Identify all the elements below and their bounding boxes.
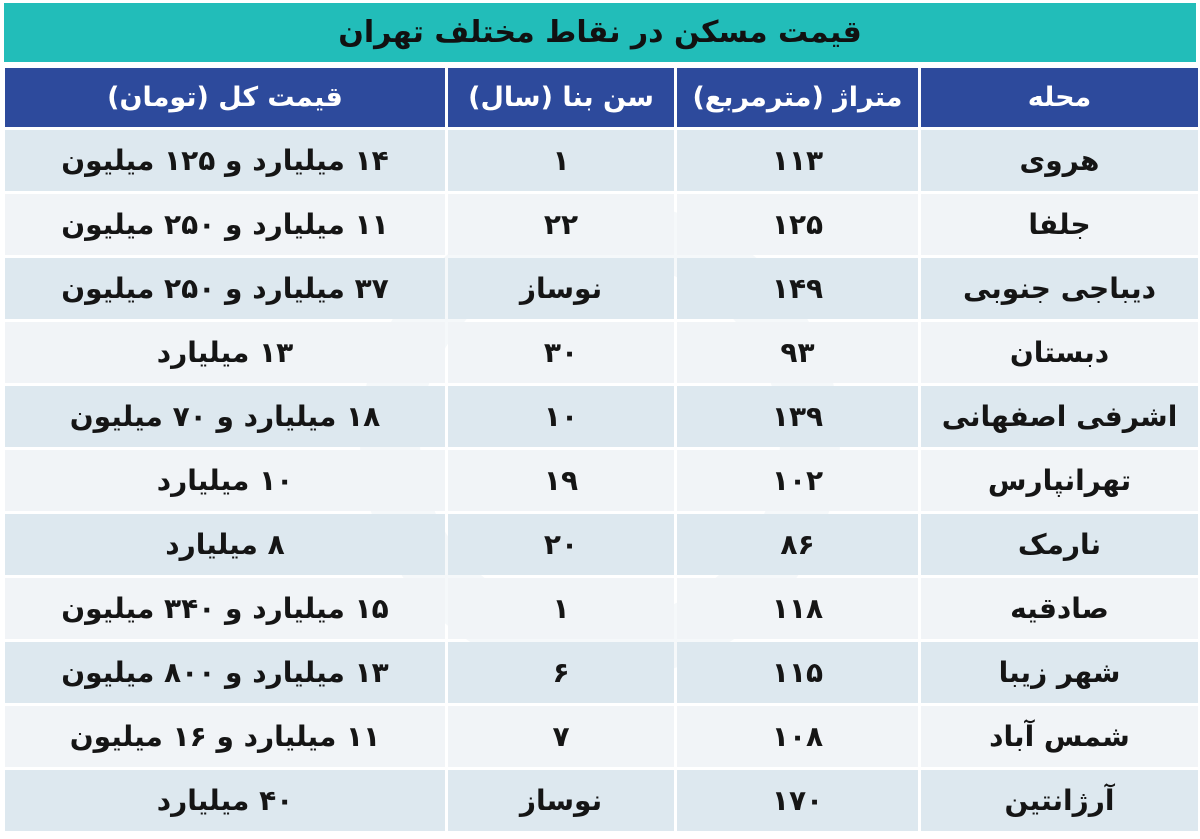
header-row bbox=[5, 68, 1198, 127]
cell-area: اشرفی اصفهانی bbox=[921, 386, 1198, 447]
cell-size: ۱۲۵ bbox=[677, 194, 918, 255]
cell-price: ۱۰ میلیارد bbox=[5, 450, 445, 511]
table-row bbox=[5, 386, 1198, 447]
cell-age: ۱ bbox=[448, 578, 674, 639]
cell-area: دبستان bbox=[921, 322, 1198, 383]
cell-price: ۱۳ میلیارد bbox=[5, 322, 445, 383]
cell-size: ۸۶ bbox=[677, 514, 918, 575]
cell-age: نوساز bbox=[448, 258, 674, 319]
title-bar bbox=[4, 3, 1196, 62]
header-area: محله bbox=[921, 68, 1198, 127]
cell-price: ۸ میلیارد bbox=[5, 514, 445, 575]
table-row bbox=[5, 514, 1198, 575]
price-table bbox=[2, 65, 1200, 834]
cell-size: ۱۰۲ bbox=[677, 450, 918, 511]
cell-size: ۱۷۰ bbox=[677, 770, 918, 831]
cell-age: ۳۰ bbox=[448, 322, 674, 383]
cell-price: ۱۱ میلیارد و ۱۶ میلیون bbox=[5, 706, 445, 767]
cell-area: دیباجی جنوبی bbox=[921, 258, 1198, 319]
cell-area: صادقیه bbox=[921, 578, 1198, 639]
cell-price: ۴۰ میلیارد bbox=[5, 770, 445, 831]
cell-age: ۱۹ bbox=[448, 450, 674, 511]
cell-size: ۱۳۹ bbox=[677, 386, 918, 447]
table-row bbox=[5, 322, 1198, 383]
cell-area: جلفا bbox=[921, 194, 1198, 255]
cell-area: آرژانتین bbox=[921, 770, 1198, 831]
cell-size: ۱۰۸ bbox=[677, 706, 918, 767]
table-row bbox=[5, 450, 1198, 511]
cell-size: ۱۱۸ bbox=[677, 578, 918, 639]
header-size: متراژ (مترمربع) bbox=[677, 68, 918, 127]
cell-size: ۱۴۹ bbox=[677, 258, 918, 319]
header-price: قیمت کل (تومان) bbox=[5, 68, 445, 127]
cell-area: شهر زیبا bbox=[921, 642, 1198, 703]
table-row bbox=[5, 578, 1198, 639]
cell-age: ۷ bbox=[448, 706, 674, 767]
cell-area: هروی bbox=[921, 130, 1198, 191]
cell-age: ۶ bbox=[448, 642, 674, 703]
cell-price: ۱۵ میلیارد و ۳۴۰ میلیون bbox=[5, 578, 445, 639]
table-row bbox=[5, 130, 1198, 191]
cell-age: ۱ bbox=[448, 130, 674, 191]
table-row bbox=[5, 642, 1198, 703]
cell-age: نوساز bbox=[448, 770, 674, 831]
cell-age: ۲۰ bbox=[448, 514, 674, 575]
cell-size: ۱۱۵ bbox=[677, 642, 918, 703]
cell-price: ۱۴ میلیارد و ۱۲۵ میلیون bbox=[5, 130, 445, 191]
cell-area: تهرانپارس bbox=[921, 450, 1198, 511]
cell-price: ۱۸ میلیارد و ۷۰ میلیون bbox=[5, 386, 445, 447]
cell-area: نارمک bbox=[921, 514, 1198, 575]
cell-price: ۱۱ میلیارد و ۲۵۰ میلیون bbox=[5, 194, 445, 255]
table-row bbox=[5, 258, 1198, 319]
table-row bbox=[5, 194, 1198, 255]
cell-price: ۱۳ میلیارد و ۸۰۰ میلیون bbox=[5, 642, 445, 703]
cell-size: ۱۱۳ bbox=[677, 130, 918, 191]
cell-age: ۲۲ bbox=[448, 194, 674, 255]
cell-age: ۱۰ bbox=[448, 386, 674, 447]
cell-size: ۹۳ bbox=[677, 322, 918, 383]
header-age: سن بنا (سال) bbox=[448, 68, 674, 127]
page-title: قیمت مسکن در نقاط مختلف تهران bbox=[338, 15, 862, 50]
cell-area: شمس آباد bbox=[921, 706, 1198, 767]
cell-price: ۳۷ میلیارد و ۲۵۰ میلیون bbox=[5, 258, 445, 319]
table-row bbox=[5, 770, 1198, 831]
table-row bbox=[5, 706, 1198, 767]
